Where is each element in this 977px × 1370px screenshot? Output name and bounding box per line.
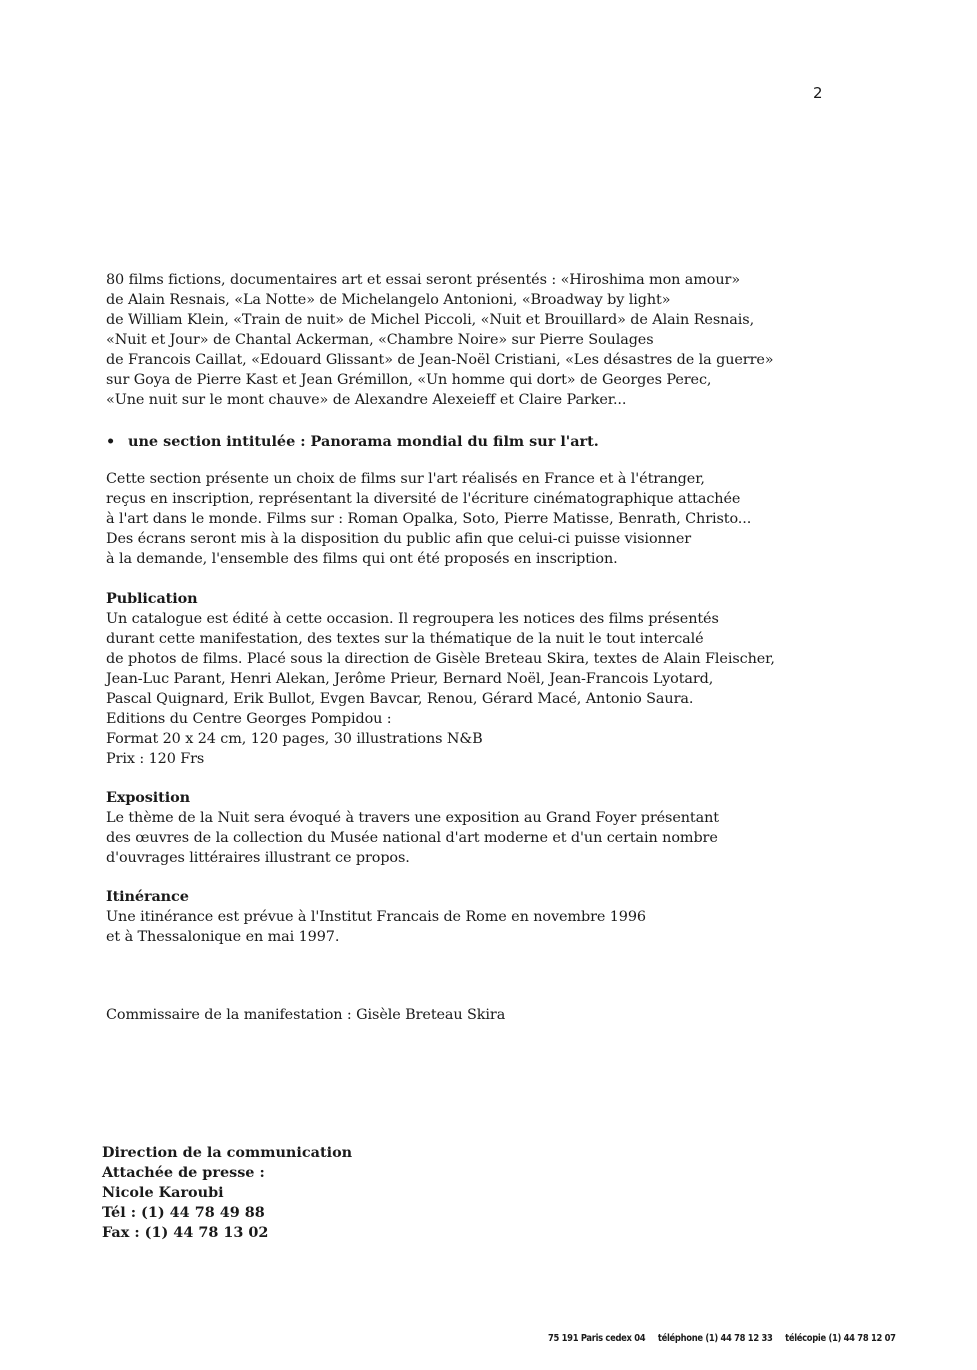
publication-line: Jean-Luc Parant, Henri Alekan, Jerôme Prieur, Bernard Noël, Jean-Francois Lyotard, xyxy=(106,671,714,687)
footer-telecopie: télécopie (1) 44 78 12 07 xyxy=(785,1333,896,1344)
contact-role: Attachée de presse : xyxy=(102,1164,265,1181)
commissaire-line xyxy=(106,1005,846,1025)
footer-telephone: téléphone (1) 44 78 12 33 xyxy=(657,1333,773,1344)
exposition-heading: Exposition xyxy=(106,789,190,806)
press-contact xyxy=(102,1143,352,1243)
section-desc-line: à l'art dans le monde. Films sur : Roman Opalka, Soto, Pierre Matisse, Benrath, Christo... xyxy=(106,511,752,527)
publication-line: durant cette manifestation, des textes sur la thématique de la nuit le tout intercalé xyxy=(106,631,704,647)
publication-line: Prix : 120 Frs xyxy=(106,751,205,767)
exposition-line: des œuvres de la collection du Musée national d'art moderne et d'un certain nombre xyxy=(106,830,718,846)
section-description xyxy=(106,469,846,569)
itinerance-heading: Itinérance xyxy=(106,888,189,905)
section-desc-line: Cette section présente un choix de films sur l'art réalisés en France et à l'étranger, xyxy=(106,471,705,487)
publication-line: Pascal Quignard, Erik Bullot, Evgen Bavcar, Renou, Gérard Macé, Antonio Saura. xyxy=(106,691,694,707)
publication-line: Editions du Centre Georges Pompidou : xyxy=(106,711,392,727)
footer-address: 75 191 Paris cedex 04 xyxy=(548,1333,646,1344)
itinerance-line: et à Thessalonique en mai 1997. xyxy=(106,929,340,945)
exposition-line: d'ouvrages littéraires illustrant ce propos. xyxy=(106,850,410,866)
contact-department: Direction de la communication xyxy=(102,1144,353,1161)
publication-section xyxy=(106,589,846,769)
exposition-section xyxy=(106,788,846,868)
section-desc-line: reçus en inscription, représentant la diversité de l'écriture cinématographique attachée xyxy=(106,491,741,507)
exposition-line: Le thème de la Nuit sera évoqué à travers une exposition au Grand Foyer présentant xyxy=(106,810,719,826)
intro-line: sur Goya de Pierre Kast et Jean Grémillon, «Un homme qui dort» de Georges Perec, xyxy=(106,372,712,388)
intro-line: de William Klein, «Train de nuit» de Michel Piccoli, «Nuit et Brouillard» de Alain Resnais, xyxy=(106,312,755,328)
section-bullet xyxy=(106,432,599,452)
commissaire-text: Commissaire de la manifestation : Gisèle Breteau Skira xyxy=(106,1007,506,1023)
footer xyxy=(548,1333,906,1344)
intro-line: «Nuit et Jour» de Chantal Ackerman, «Chambre Noire» sur Pierre Soulages xyxy=(106,332,654,348)
publication-line: Format 20 x 24 cm, 120 pages, 30 illustrations N&B xyxy=(106,731,483,747)
intro-line: de Alain Resnais, «La Notte» de Michelangelo Antonioni, «Broadway by light» xyxy=(106,292,671,308)
contact-name: Nicole Karoubi xyxy=(102,1184,224,1201)
bullet-text: une section intitulée : Panorama mondial du film sur l'art. xyxy=(128,433,599,450)
publication-line: Un catalogue est édité à cette occasion. Il regroupera les notices des films présentés xyxy=(106,611,719,627)
publication-line: de photos de films. Placé sous la direction de Gisèle Breteau Skira, textes de Alain Fleischer, xyxy=(106,651,775,667)
publication-heading: Publication xyxy=(106,590,198,607)
intro-line: de Francois Caillat, «Edouard Glissant» de Jean-Noël Cristiani, «Les désastres de la guerre» xyxy=(106,352,774,368)
section-desc-line: Des écrans seront mis à la disposition du public afin que celui-ci puisse visionner xyxy=(106,531,692,547)
intro-paragraph xyxy=(106,270,846,410)
intro-line: «Une nuit sur le mont chauve» de Alexandre Alexeieff et Claire Parker... xyxy=(106,392,627,408)
itinerance-section xyxy=(106,887,846,947)
contact-fax: Fax : (1) 44 78 13 02 xyxy=(102,1224,269,1241)
contact-phone: Tél : (1) 44 78 49 88 xyxy=(102,1204,265,1221)
intro-line: 80 films fictions, documentaires art et essai seront présentés : «Hiroshima mon amour» xyxy=(106,272,741,288)
page-number: 2 xyxy=(813,84,823,102)
itinerance-line: Une itinérance est prévue à l'Institut Francais de Rome en novembre 1996 xyxy=(106,909,646,925)
bullet-symbol: • xyxy=(106,433,116,450)
section-desc-line: à la demande, l'ensemble des films qui ont été proposés en inscription. xyxy=(106,551,618,567)
